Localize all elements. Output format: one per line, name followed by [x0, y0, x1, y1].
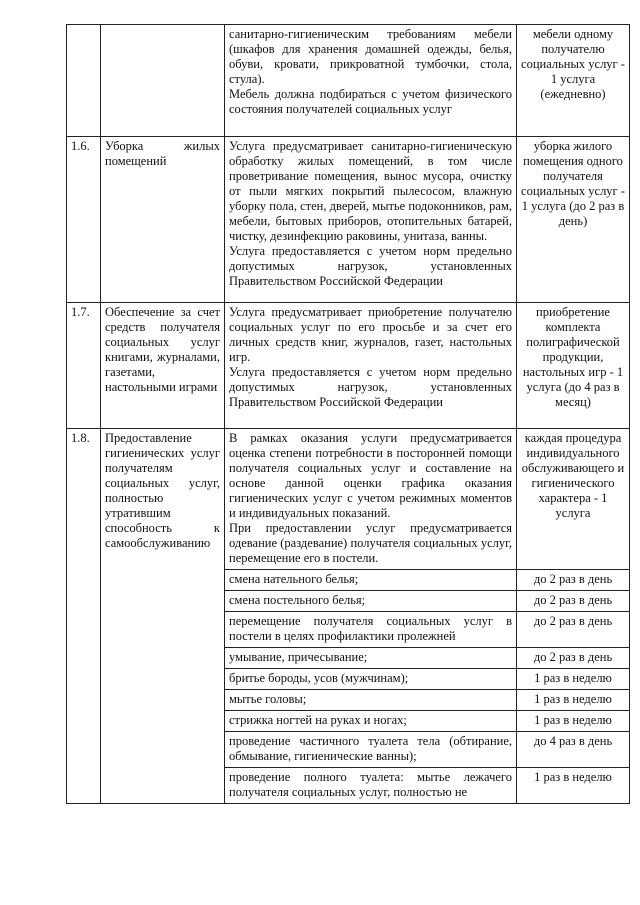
description-paragraph: Услуга предоставляется с учетом норм предельно допустимых нагрузок, установленных Правительством Российской Федерации — [229, 244, 512, 288]
service-item-description: проведение частичного туалета тела (обтирание, обмывание, гигиенические ванны); — [225, 732, 517, 768]
description-paragraph: Услуга предоставляется с учетом норм предельно допустимых нагрузок, установленных Правительством Российской Федерации — [229, 365, 512, 409]
table-row — [67, 25, 630, 137]
service-description-cell — [225, 25, 517, 137]
description-paragraph: При предоставлении услуг предусматривается одевание (раздевание) получателя социальных услуг, перемещение его в постели. — [229, 521, 512, 565]
service-item-volume: 1 раз в неделю — [517, 669, 630, 690]
number-cell: 1.8. — [67, 429, 101, 804]
service-item-description: смена постельного белья; — [225, 591, 517, 612]
service-item-description: мытье головы; — [225, 690, 517, 711]
services-table — [66, 24, 630, 804]
service-volume-cell: мебели одному получателю социальных услуг - 1 услуга (ежедневно) — [517, 25, 630, 137]
service-item-description: стрижка ногтей на руках и ногах; — [225, 711, 517, 732]
service-name-cell: Обеспечение за счет средств получателя социальных услуг книгами, журналами, газетами, настольными играми — [101, 303, 225, 429]
service-name-cell: Уборка жилых помещений — [101, 137, 225, 303]
service-item-description: проведение полного туалета: мытье лежачего получателя социальных услуг, полностью не — [225, 768, 517, 804]
service-item-volume: 1 раз в неделю — [517, 690, 630, 711]
table-row — [67, 303, 630, 429]
service-item-description: умывание, причесывание; — [225, 648, 517, 669]
description-paragraph: В рамках оказания услуги предусматривается оценка степени потребности в посторонней помощи получателя социальных услуг и составление на основе данной оценки графика оказания гигиенических услуг с учетом режимных моментов и индивидуальных показаний. — [229, 431, 512, 520]
service-name-cell: Предоставление гигиенических услуг получателям социальных услуг, полностью утратившим способность к самообслуживанию — [101, 429, 225, 804]
description-paragraph: Мебель должна подбираться с учетом физического состояния получателей социальных услуг — [229, 87, 512, 116]
table-row — [67, 429, 630, 570]
service-description-cell — [225, 303, 517, 429]
service-volume-cell: каждая процедура индивидуального обслуживающего и гигиенического характера - 1 услуга — [517, 429, 630, 570]
service-volume-cell: уборка жилого помещения одного получателя социальных услуг - 1 услуга (до 2 раз в день) — [517, 137, 630, 303]
service-item-volume: 1 раз в неделю — [517, 768, 630, 804]
service-item-description: бритье бороды, усов (мужчинам); — [225, 669, 517, 690]
service-item-description: смена нательного белья; — [225, 570, 517, 591]
description-paragraph: Услуга предусматривает приобретение получателю социальных услуг по его просьбе и за счет его личных средств книг, журналов, газет, настольных игр. — [229, 305, 512, 364]
description-paragraph: санитарно-гигиеническим требованиям мебели (шкафов для хранения домашней одежды, белья, обуви, кровати, прикроватной тумбочки, стола, стула). — [229, 27, 512, 86]
service-item-volume: 1 раз в неделю — [517, 711, 630, 732]
service-item-volume: до 4 раз в день — [517, 732, 630, 768]
service-name-cell — [101, 25, 225, 137]
table-row — [67, 137, 630, 303]
number-cell: 1.7. — [67, 303, 101, 429]
service-item-volume: до 2 раз в день — [517, 570, 630, 591]
number-cell — [67, 25, 101, 137]
service-item-description: перемещение получателя социальных услуг в постели в целях профилактики пролежней — [225, 612, 517, 648]
service-item-volume: до 2 раз в день — [517, 612, 630, 648]
description-paragraph: Услуга предусматривает санитарно-гигиеническую обработку жилых помещений, в том числе проветривание помещения, вынос мусора, очистку от пыли мягких покрытий пылесосом, влажную уборку пола, стен, дверей, мытье подоконников, рам, мебели, бытовых приборов, отопительных батарей, чистку, дезинфекцию раковины, унитаза, ванны. — [229, 139, 512, 243]
number-cell: 1.6. — [67, 137, 101, 303]
service-item-volume: до 2 раз в день — [517, 648, 630, 669]
service-description-cell — [225, 137, 517, 303]
service-description-cell — [225, 429, 517, 570]
service-item-volume: до 2 раз в день — [517, 591, 630, 612]
service-volume-cell: приобретение комплекта полиграфической продукции, настольных игр - 1 услуга (до 4 раз в месяц) — [517, 303, 630, 429]
